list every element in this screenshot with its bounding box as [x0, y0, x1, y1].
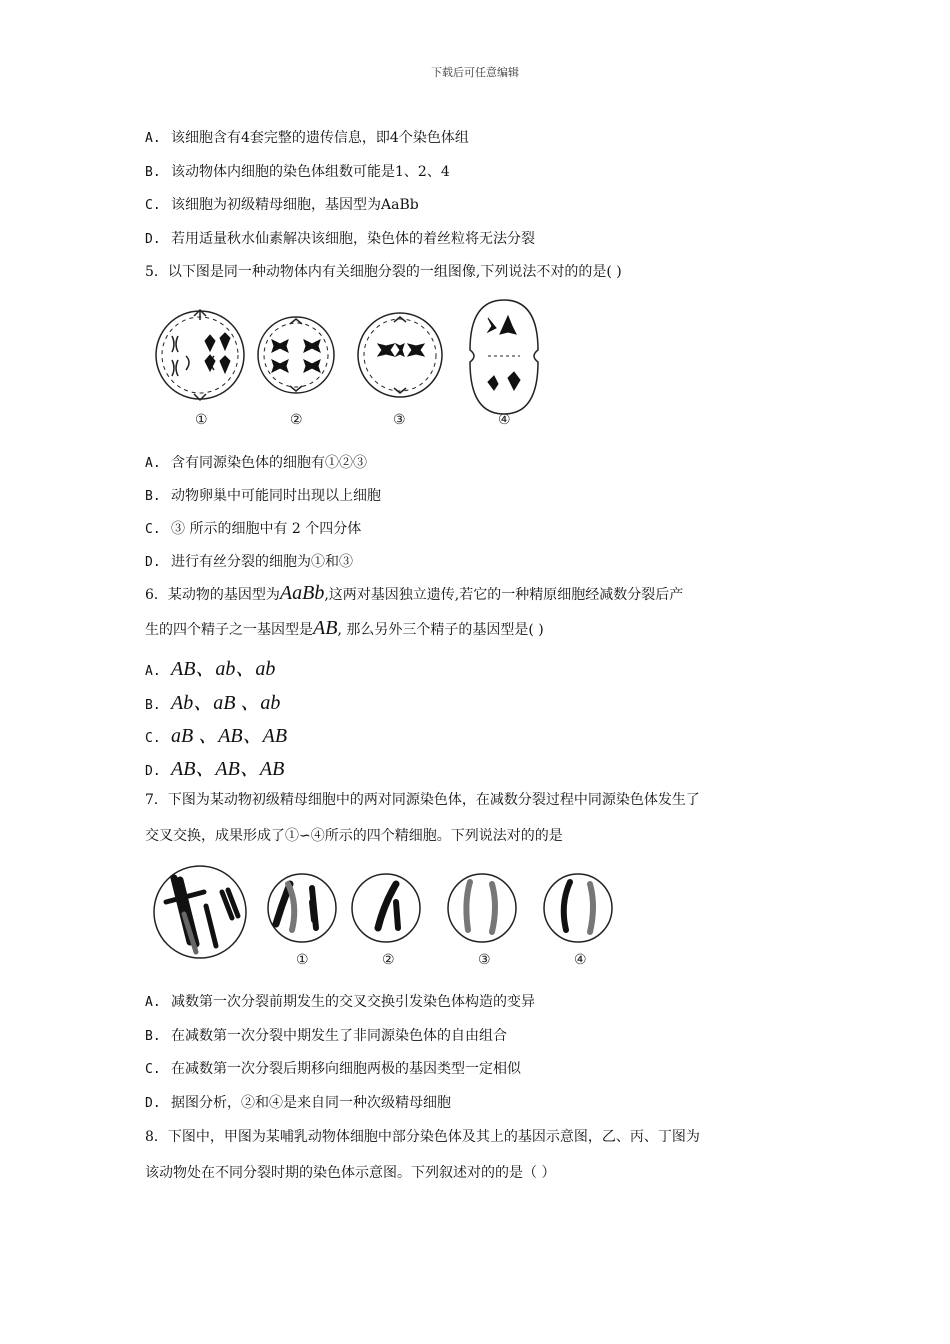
q5-figure-label-1: ①	[195, 412, 208, 428]
q6-option-a	[145, 652, 275, 681]
q6-stem-line2-part2: , 那么另外三个精子的基因型是( )	[337, 622, 544, 638]
option-letter: D.	[145, 555, 161, 570]
option-letter: B.	[145, 489, 161, 504]
q4-option-b	[145, 161, 450, 181]
q5-figure-label-3: ③	[393, 412, 406, 428]
q6-given-genotype: AB	[313, 617, 338, 639]
q4-option-c	[145, 194, 419, 214]
option-text: 在减数第一次分裂后期移向细胞两极的基因类型一定相似	[171, 1061, 521, 1077]
q6-option-b	[145, 686, 280, 715]
option-text: 该细胞含有4套完整的遗传信息，即4个染色体组	[171, 130, 469, 146]
option-text: 进行有丝分裂的细胞为①和③	[171, 554, 353, 570]
q4-option-a	[145, 127, 469, 147]
option-text: AB、ab、ab	[171, 658, 276, 680]
q5-option-d	[145, 551, 353, 571]
option-letter: A.	[145, 995, 161, 1010]
q6-option-c	[145, 719, 287, 748]
q7-option-c	[145, 1058, 521, 1078]
option-text: 该细胞为初级精母细胞，基因型为AaBb	[171, 197, 419, 213]
q5-figure-label-2: ②	[290, 412, 303, 428]
q5-option-a	[145, 452, 367, 472]
page-header: 下载后可任意编辑	[431, 66, 519, 79]
q5-stem: 5．以下图是同一种动物体内有关细胞分裂的一组图像,下列说法不对的的是( )	[145, 264, 622, 280]
q7-figure-label-1: ①	[296, 952, 309, 968]
q5-option-c	[145, 518, 361, 538]
q6-stem-line2-part1: 生的四个精子之一基因型是	[145, 622, 313, 638]
q7-option-b	[145, 1025, 507, 1045]
option-text: AB、AB、AB	[171, 758, 285, 780]
option-letter: A.	[145, 456, 161, 471]
option-letter: A.	[145, 131, 161, 146]
option-text: 减数第一次分裂前期发生的交叉交换引发染色体构造的变异	[171, 994, 535, 1010]
q7-option-a	[145, 991, 535, 1011]
option-text: 动物卵巢中可能同时出现以上细胞	[171, 488, 381, 504]
q8-stem-line1: 8．下图中，甲图为某哺乳动物体细胞中部分染色体及其上的基因示意图，乙、丙、丁图为	[145, 1129, 700, 1145]
q6-stem-line2	[145, 617, 544, 640]
option-letter: A.	[145, 664, 161, 679]
option-letter: C.	[145, 522, 161, 537]
q7-figure-label-2: ②	[382, 952, 395, 968]
q7-option-d	[145, 1092, 451, 1112]
q7-stem-line2: 交叉交换，成果形成了①∽④所示的四个精细胞。下列说法对的的是	[145, 828, 563, 844]
q6-genotype: AaBb	[279, 582, 325, 604]
option-letter: D.	[145, 1096, 161, 1111]
option-text: Ab、aB 、ab	[171, 692, 281, 714]
option-letter: B.	[145, 1029, 161, 1044]
option-letter: B.	[145, 165, 161, 180]
option-text: ③ 所示的细胞中有 2 个四分体	[171, 521, 362, 537]
option-letter: C.	[145, 198, 161, 213]
q7-figure-label-3: ③	[478, 952, 491, 968]
q8-stem-line2: 该动物处在不同分裂时期的染色体示意图。下列叙述对的的是（ ）	[145, 1165, 556, 1181]
option-text: 含有同源染色体的细胞有①②③	[171, 455, 367, 471]
q7-stem-line1: 7．下图为某动物初级精母细胞中的两对同源染色体，在减数分裂过程中同源染色体发生了	[145, 792, 700, 808]
q6-stem-part1: 6．某动物的基因型为	[145, 587, 280, 603]
q6-option-d	[145, 752, 284, 781]
q7-figure	[150, 862, 620, 972]
q5-figure	[150, 296, 550, 432]
q5-figure-label-4: ④	[498, 412, 511, 428]
q6-stem-line1	[145, 582, 683, 605]
option-text: 该动物体内细胞的染色体组数可能是1、2、4	[171, 164, 450, 180]
q7-figure-label-4: ④	[574, 952, 587, 968]
option-letter: C.	[145, 731, 161, 746]
option-text: 若用适量秋水仙素解决该细胞，染色体的着丝粒将无法分裂	[171, 231, 535, 247]
q6-stem-part2: ,这两对基因独立遗传,若它的一种精原细胞经减数分裂后产	[324, 587, 684, 603]
option-letter: D.	[145, 232, 161, 247]
q4-option-d	[145, 228, 535, 248]
option-text: aB 、AB、AB	[171, 725, 288, 747]
option-letter: D.	[145, 764, 161, 779]
option-letter: B.	[145, 698, 161, 713]
option-letter: C.	[145, 1062, 161, 1077]
option-text: 据图分析，②和④是来自同一种次级精母细胞	[171, 1095, 451, 1111]
option-text: 在减数第一次分裂中期发生了非同源染色体的自由组合	[171, 1028, 507, 1044]
q5-option-b	[145, 485, 381, 505]
